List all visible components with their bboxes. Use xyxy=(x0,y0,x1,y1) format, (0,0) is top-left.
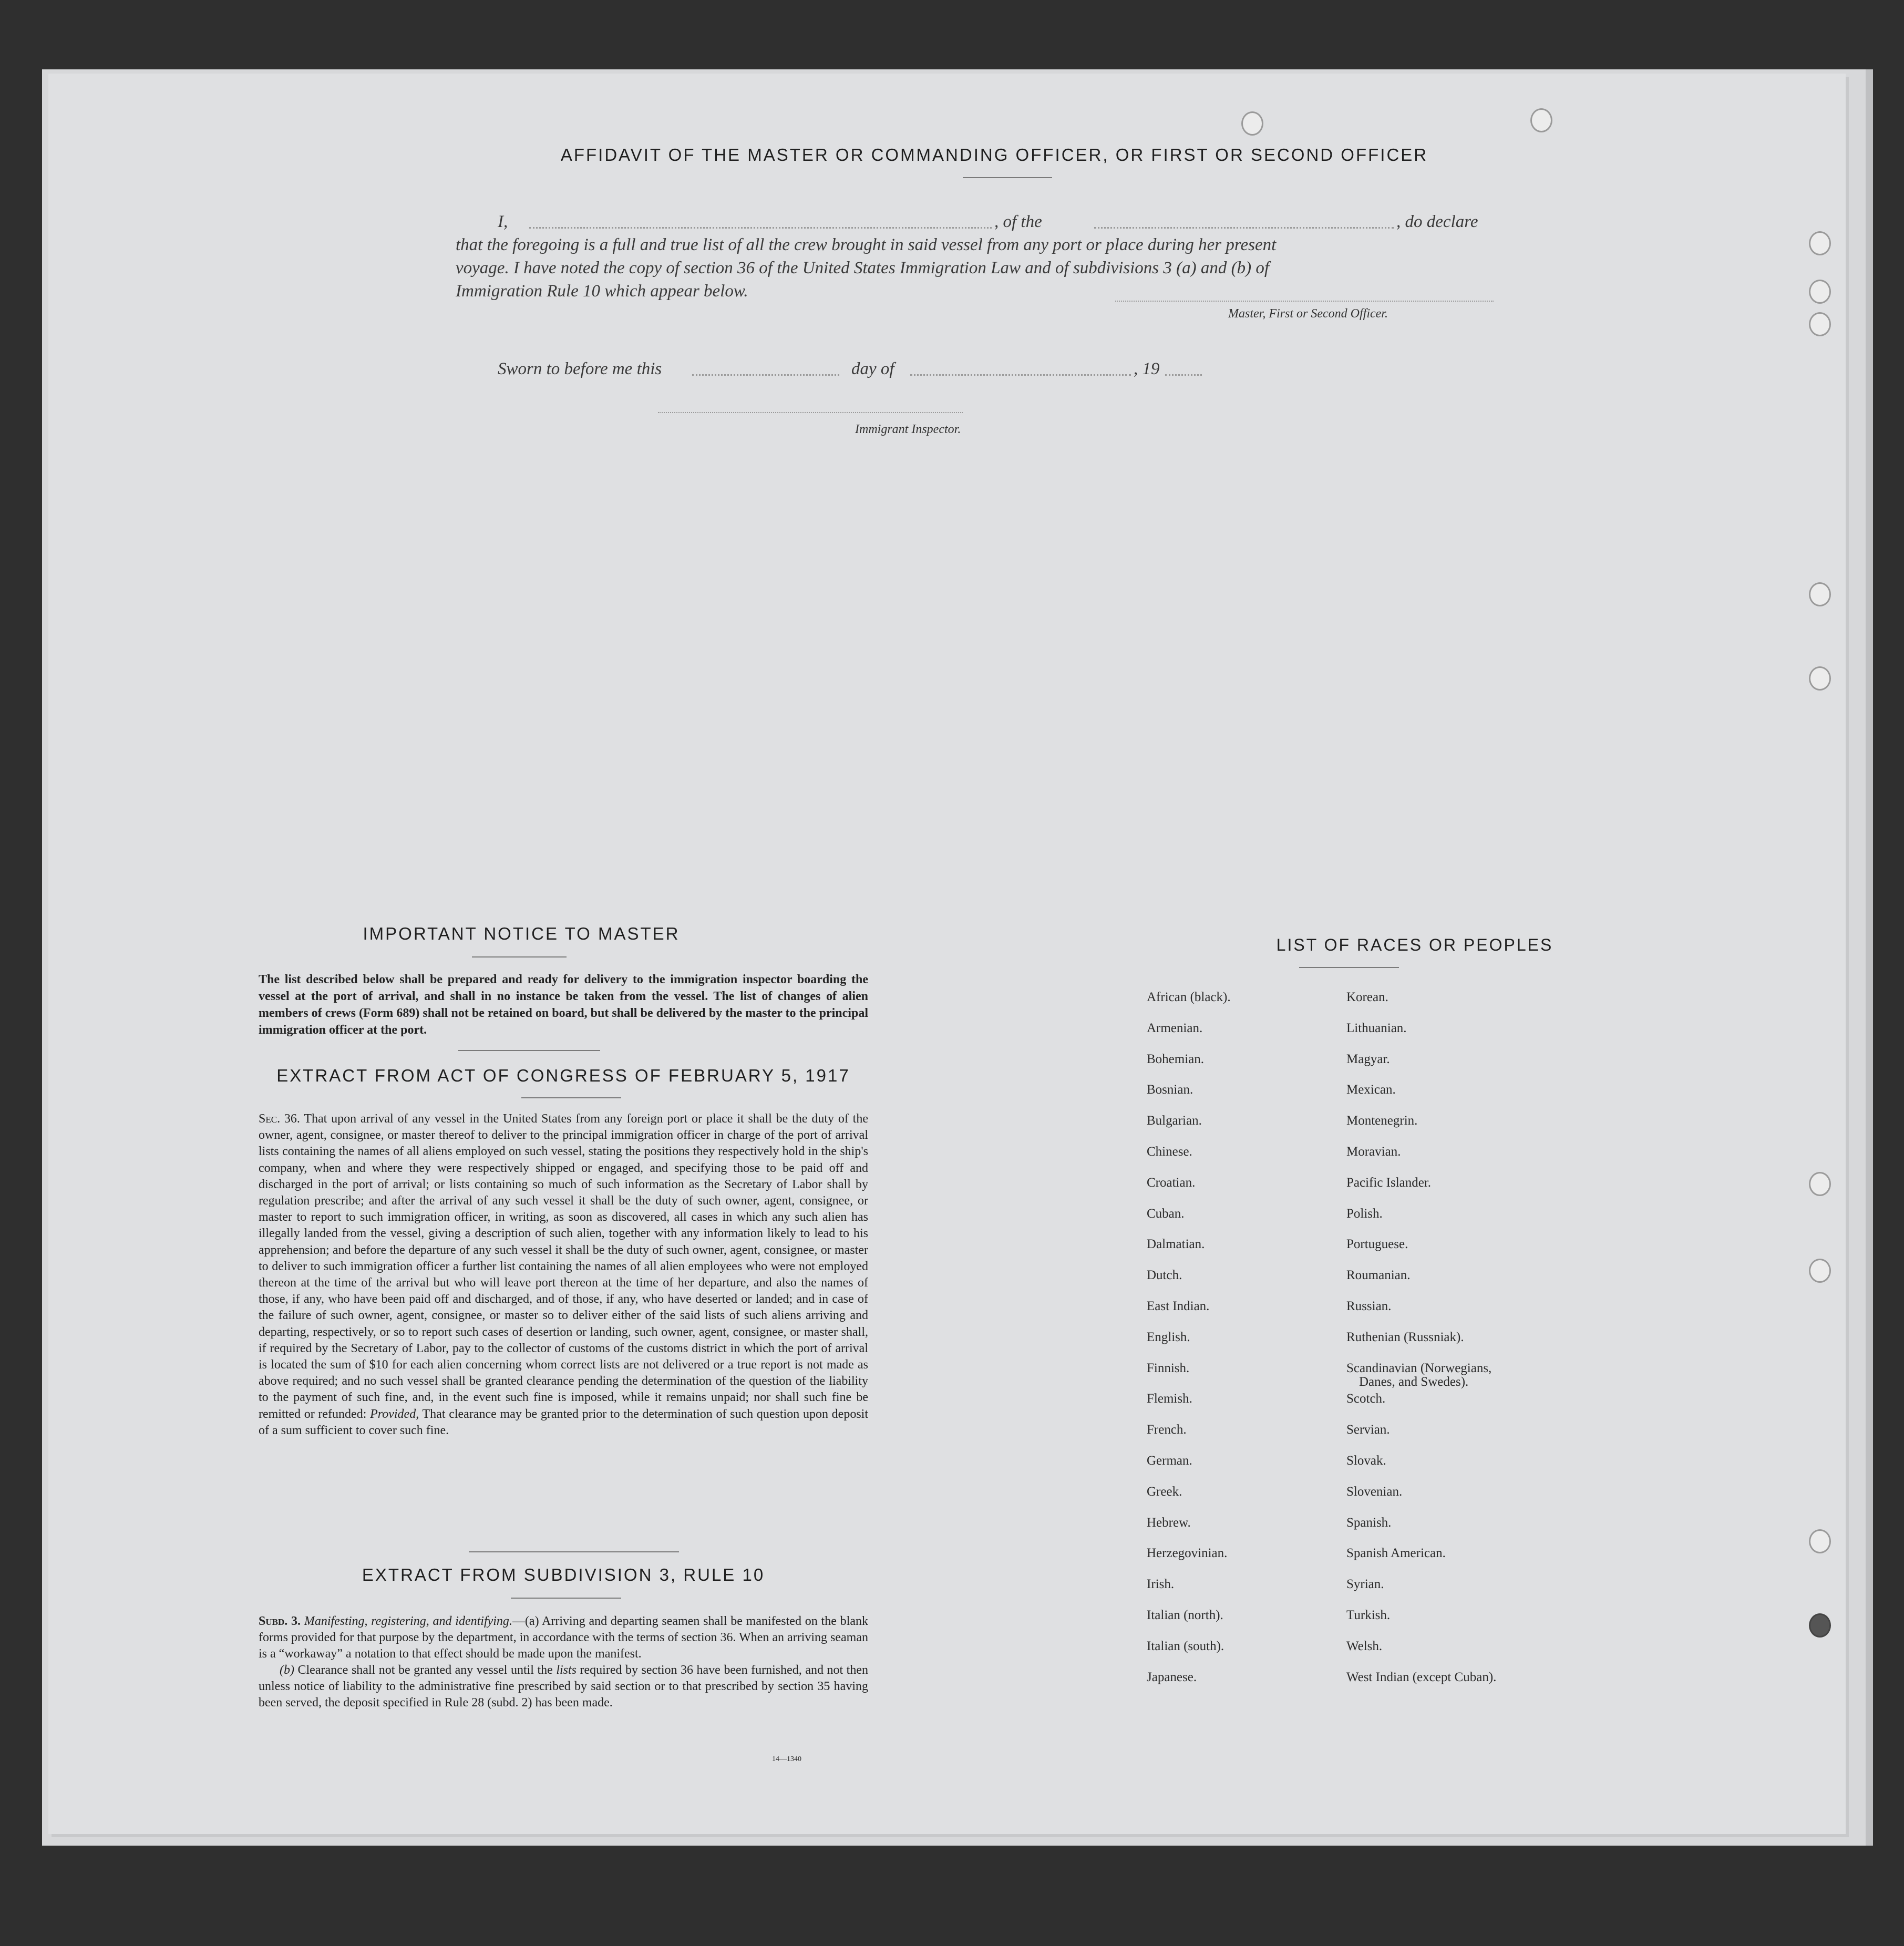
race-item: Herzegovinian. xyxy=(1147,1546,1228,1561)
race-item: Moravian. xyxy=(1346,1145,1401,1159)
race-item: Dutch. xyxy=(1147,1268,1182,1283)
act-text-end: That clearance may be granted prior to the determination of such question upon deposit of a sum sufficient to cover such fine. xyxy=(259,1407,869,1437)
race-item: Scotch. xyxy=(1346,1392,1386,1406)
inspector-signature-blank[interactable] xyxy=(658,412,963,413)
race-item: German. xyxy=(1147,1454,1192,1468)
race-item: French. xyxy=(1147,1423,1187,1437)
race-item: Hebrew. xyxy=(1147,1515,1191,1530)
affidavit-line-3: voyage. I have noted the copy of section 36 of the United States Immigration Law and of subdivisions 3 (a) and (b) of xyxy=(456,259,1270,277)
race-item: Bosnian. xyxy=(1147,1083,1193,1097)
race-item: East Indian. xyxy=(1147,1299,1210,1313)
race-item: Lithuanian. xyxy=(1346,1021,1407,1035)
binder-hole xyxy=(1530,108,1552,132)
race-item: Chinese. xyxy=(1147,1145,1192,1159)
rule-para-a-label: —(a) xyxy=(512,1614,539,1628)
rule-para-b-lists: lists xyxy=(556,1663,577,1677)
act-provided: Provided, xyxy=(370,1407,419,1421)
binder-hole xyxy=(1809,280,1831,304)
race-item: Danes, and Swedes). xyxy=(1359,1374,1469,1389)
race-item: African (black). xyxy=(1147,990,1231,1004)
act-body xyxy=(259,1111,868,1439)
affidavit-line-2: that the foregoing is a full and true list of all the crew brought in said vessel from any port or place during her present xyxy=(456,235,1277,254)
race-item: West Indian (except Cuban). xyxy=(1346,1670,1497,1684)
act-text: That upon arrival of any vessel in the United States from any foreign port or place it shall be the duty of the owner, agent, consignee, or master thereof to deliver to the principal immigration officer in charge of the port of arrival lists containing the names of all aliens employed on such vessel, stating the positions they respectively hold in the ship's company, when and where they were respectively shipped or engaged, and specifying those to be paid off and discharged in the port of arrival; or lists containing so much of such information as the Secretary of Labor shall by regulation prescribe; and after the arrival of any such vessel it shall be the duty of such owner, agent, consignee, or master to report to such immigration officer, in writing, as soon as discovered, all cases in which any such alien has illegally landed from the vessel, giving a description of such alien, together with any information likely to lead to his apprehension; and before the departure of any such vessel it shall be the duty of such owner, agent, consignee, or master to deliver to such immigration officer a further list containing the names of all alien employees who were not employed thereon at the time of the arrival but who will leave port thereon at the time of her departure, and also the names of those, if any, who have been paid off and discharged, and of those, if any, who have deserted or landed; and in case of the failure of such owner, agent, consignee, or master so to deliver either of the said lists of such aliens arriving and departing, respectively, or so to report such cases of desertion or landing, such owner, agent, consignee, or master shall, if required by the Secretary of Labor, pay to the collector of customs of the customs district in which the port of arrival is located the sum of $10 for each alien concerning whom correct lists are not delivered or a true report is not made as above required; and no such vessel shall be granted clearance pending the determination of the question of the liability to the payment of such fine, and, in the event such fine is imposed, while it remains unpaid; nor shall such fine be remitted or refunded: xyxy=(259,1112,868,1421)
race-item: Turkish. xyxy=(1346,1608,1391,1622)
binder-hole xyxy=(1809,1529,1831,1553)
rule-para-a: Arriving and departing seamen shall be manifested on the blank forms provided for that purpose by the department, in accordance with the terms of section 36. When an arriving seaman is a “workaway” a notation to that effect should be made upon the manifest. xyxy=(259,1614,868,1661)
binder-hole xyxy=(1241,111,1263,136)
notice-text: The list described below shall be prepared and ready for delivery to the immigration inspector boarding the vessel at the port of arrival, and shall in no instance be taken from the vessel. The list of changes of alien members of crews (Form 689) shall not be retained on board, but shall be delivered by the master to the principal immigration officer at the port. xyxy=(259,973,868,1037)
title-divider xyxy=(963,177,1052,178)
binder-hole xyxy=(1809,582,1831,606)
race-item: Korean. xyxy=(1346,990,1388,1004)
races-title: LIST OF RACES OR PEOPLES xyxy=(1276,935,1553,954)
binder-hole xyxy=(1809,1259,1831,1283)
race-item: Dalmatian. xyxy=(1147,1237,1205,1252)
race-item: Spanish American. xyxy=(1346,1546,1446,1561)
sworn-text: Sworn to before me this xyxy=(498,359,662,378)
document-page xyxy=(48,74,1846,1834)
race-item: Flemish. xyxy=(1147,1392,1192,1406)
name-blank[interactable] xyxy=(529,227,992,229)
race-item: Bulgarian. xyxy=(1147,1114,1202,1128)
race-item: English. xyxy=(1147,1330,1190,1344)
act-bottom-divider xyxy=(469,1551,679,1552)
race-item: Irish. xyxy=(1147,1577,1175,1592)
rule-divider xyxy=(511,1598,621,1599)
rule-subd-title: Manifesting, registering, and identifying. xyxy=(304,1614,512,1628)
act-section-label: Sec. 36. xyxy=(259,1112,300,1126)
race-item: Welsh. xyxy=(1346,1639,1383,1653)
vessel-blank[interactable] xyxy=(1094,227,1394,229)
act-divider xyxy=(521,1097,621,1098)
notice-divider xyxy=(472,956,567,957)
rule-para-b-label: (b) xyxy=(280,1663,294,1677)
race-item: Polish. xyxy=(1346,1206,1383,1221)
races-divider xyxy=(1299,967,1399,968)
year-blank[interactable] xyxy=(1165,374,1202,376)
month-blank[interactable] xyxy=(910,374,1131,376)
notice-title: IMPORTANT NOTICE TO MASTER xyxy=(363,924,680,943)
affidavit-of-the: , of the xyxy=(994,212,1042,231)
binder-hole xyxy=(1809,1613,1831,1638)
race-item: Montenegrin. xyxy=(1346,1114,1418,1128)
affidavit-line-4: Immigration Rule 10 which appear below. xyxy=(456,282,748,301)
binder-hole xyxy=(1809,231,1831,255)
race-item: Japanese. xyxy=(1147,1670,1197,1684)
rule-para-b-2: required by section 36 have been furnished, and not then unless notice of liability to the administrative fine prescribed by said section or to that prescribed by section 35 having been served, the deposit specified in Rule 28 (subd. 2) has been made. xyxy=(259,1663,868,1710)
act-title: EXTRACT FROM ACT OF CONGRESS OF FEBRUARY 5, 1917 xyxy=(276,1066,850,1085)
race-item: Magyar. xyxy=(1346,1052,1390,1066)
form-number: 14—1340 xyxy=(772,1755,801,1763)
affidavit-i: I, xyxy=(498,212,508,231)
race-item: Ruthenian (Russniak). xyxy=(1346,1330,1464,1344)
race-item: Syrian. xyxy=(1346,1577,1384,1592)
race-item: Finnish. xyxy=(1147,1361,1190,1375)
rule-subd-label: Subd. 3. xyxy=(259,1614,301,1628)
race-item: Slovak. xyxy=(1346,1454,1386,1468)
rule-title: EXTRACT FROM SUBDIVISION 3, RULE 10 xyxy=(362,1565,765,1584)
binder-hole xyxy=(1809,312,1831,336)
race-item: Bohemian. xyxy=(1147,1052,1205,1066)
signature-blank[interactable] xyxy=(1115,301,1494,302)
race-item: Russian. xyxy=(1346,1299,1392,1313)
race-item: Spanish. xyxy=(1346,1515,1392,1530)
race-item: Slovenian. xyxy=(1346,1484,1403,1499)
rule-para-b-1: Clearance shall not be granted any vessel until the xyxy=(297,1663,553,1677)
notice-body xyxy=(259,971,868,1038)
race-item: Portuguese. xyxy=(1346,1237,1408,1252)
rule-body xyxy=(259,1613,868,1711)
day-blank[interactable] xyxy=(692,374,839,376)
race-item: Mexican. xyxy=(1346,1083,1396,1097)
inspector-label: Immigrant Inspector. xyxy=(855,423,961,436)
race-item: Armenian. xyxy=(1147,1021,1203,1035)
signature-label: Master, First or Second Officer. xyxy=(1228,307,1388,321)
notice-bottom-divider xyxy=(458,1050,600,1051)
race-item: Cuban. xyxy=(1147,1206,1185,1221)
affidavit-declare: , do declare xyxy=(1396,212,1478,231)
race-item: Servian. xyxy=(1346,1423,1390,1437)
affidavit-title: AFFIDAVIT OF THE MASTER OR COMMANDING OFFICER, OR FIRST OR SECOND OFFICER xyxy=(560,145,1428,164)
race-item: Pacific Islander. xyxy=(1346,1175,1432,1190)
race-item: Greek. xyxy=(1147,1484,1182,1499)
race-item: Scandinavian (Norwegians, xyxy=(1346,1361,1492,1375)
binder-hole xyxy=(1809,1172,1831,1196)
race-item: Roumanian. xyxy=(1346,1268,1411,1283)
year-text: , 19 xyxy=(1134,359,1160,378)
race-item: Italian (south). xyxy=(1147,1639,1224,1653)
race-item: Croatian. xyxy=(1147,1175,1196,1190)
day-of-text: day of xyxy=(851,359,894,378)
race-item: Italian (north). xyxy=(1147,1608,1223,1622)
binder-hole xyxy=(1809,666,1831,691)
